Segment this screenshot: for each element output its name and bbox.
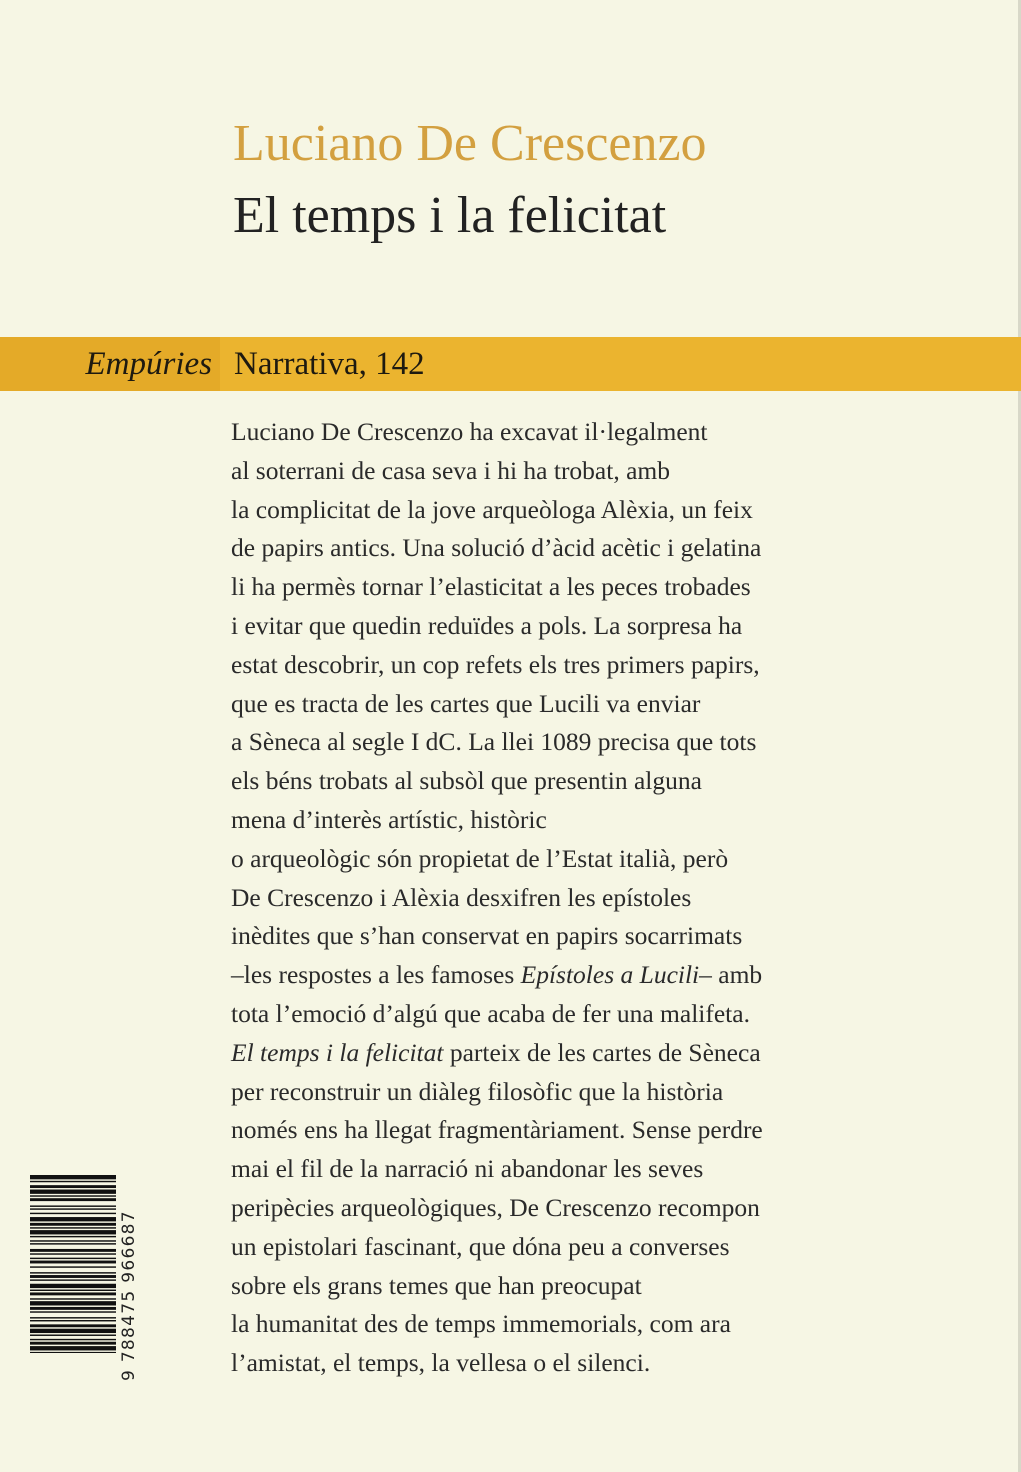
collection-label: Narrativa, 142 [234, 346, 425, 382]
blurb-line [231, 685, 871, 724]
blurb-line [231, 1305, 871, 1344]
blurb-text-segment: Luciano De Crescenzo ha excavat il·legalment [231, 417, 708, 446]
blurb-line [231, 995, 871, 1034]
barcode-bar [30, 1346, 116, 1350]
blurb-text-segment: mena d’interès artístic, històric [231, 804, 547, 834]
barcode-bar [30, 1307, 116, 1310]
barcode-bar [30, 1284, 116, 1288]
blurb-line [231, 917, 871, 956]
author-name: Luciano De Crescenzo [233, 115, 707, 172]
blurb-text-segment: la complicitat de la jove arqueòloga Alèxia, un feix [231, 494, 753, 524]
blurb-text-segment: per reconstruir un diàleg filosòfic que la història [231, 1076, 724, 1106]
blurb-text-segment: – amb [699, 960, 763, 990]
barcode-bar [30, 1185, 116, 1188]
barcode-bar [30, 1230, 116, 1234]
barcode-bar [30, 1298, 116, 1299]
barcode-bar [30, 1275, 116, 1278]
blurb-text-segment: sobre els grans temes que han preocupat [231, 1270, 642, 1300]
blurb-line [231, 568, 871, 607]
barcode-bar [30, 1272, 116, 1273]
barcode-bar [30, 1320, 116, 1321]
barcode-bar [30, 1243, 116, 1244]
blurb-line [231, 1034, 871, 1073]
barcode-bars [30, 1175, 116, 1353]
barcode-bar [30, 1236, 116, 1237]
barcode-digits: 9 788475 966687 [119, 1210, 139, 1381]
blurb-line [231, 1150, 871, 1189]
blurb-line [231, 1073, 871, 1112]
blurb-text-segment: només ens ha llegat fragmentàriament. Sense perdre [231, 1115, 763, 1145]
blurb-text-segment: –les respostes a les famoses [231, 960, 521, 990]
blurb-text-segment: i evitar que quedin reduïdes a pols. La sorpresa ha [231, 610, 743, 640]
blurb-italic-text: Epístoles a Lucili [520, 960, 700, 990]
blurb-line [231, 1228, 871, 1267]
barcode-bar [30, 1261, 116, 1264]
blurb-line [231, 762, 871, 801]
barcode-bar [30, 1253, 116, 1254]
barcode-bar [30, 1311, 116, 1312]
barcode-bar [30, 1292, 116, 1295]
barcode-bar [30, 1240, 116, 1241]
barcode-bar [30, 1329, 116, 1333]
barcode-bar [30, 1217, 116, 1221]
blurb-text-segment: a Sèneca al segle I dC. La llei 1089 precisa que tots [231, 727, 757, 757]
blurb-line [231, 723, 871, 762]
blurb-text-segment: la humanitat des de temps immemorials, com ara [231, 1309, 731, 1339]
blurb-line [231, 1267, 871, 1306]
blurb-line [231, 1111, 871, 1150]
blurb-text-segment: mai el fil de la narració ni abandonar les seves [231, 1154, 704, 1184]
blurb-text-segment: inèdites que s’han conservat en papirs socarrimats [231, 921, 743, 951]
blurb-text-segment: que es tracta de les cartes que Lucili va enviar [231, 688, 701, 718]
barcode-bar [30, 1249, 116, 1252]
blurb-line [231, 801, 871, 840]
blurb-text-segment: estat descobrir, un cop refets els tres primers papirs, [231, 649, 760, 679]
blurb-text-segment: els béns trobats al subsòl que presentin alguna [231, 766, 702, 796]
barcode-bar [30, 1279, 116, 1280]
blurb-line [231, 413, 871, 452]
barcode-bar [30, 1352, 116, 1353]
blurb-text-segment: De Crescenzo i Alèxia desxifren les epístoles [231, 882, 692, 912]
blurb-text-segment: o arqueològic són propietat de l’Estat italià, però [231, 843, 729, 873]
blurb-italic-text: El temps i la felicitat [231, 1037, 444, 1067]
blurb-text-segment: l’amistat, el temps, la vellesa o el silenci. [231, 1348, 651, 1378]
blurb-line [231, 1189, 871, 1228]
barcode-bar [30, 1258, 116, 1259]
blurb-line [231, 452, 871, 491]
blurb-line [231, 491, 871, 530]
barcode-bar [30, 1223, 116, 1226]
blurb-text-segment: parteix de les cartes de Sèneca [443, 1037, 761, 1067]
blurb-line [231, 646, 871, 685]
barcode-bar [30, 1342, 116, 1345]
book-title: El temps i la felicitat [233, 187, 667, 244]
blurb-text-segment: tota l’emoció d’algú que acaba de fer una malifeta. [231, 998, 750, 1028]
barcode-bar [30, 1227, 116, 1228]
barcode-bar [30, 1324, 116, 1327]
barcode-bar [30, 1213, 116, 1214]
blurb-text-segment: peripècies arqueològiques, De Crescenzo recompon [231, 1192, 760, 1222]
blurb-text-segment: al soterrani de casa seva i hi ha trobat, amb [231, 455, 670, 485]
barcode-bar [30, 1290, 116, 1291]
blurb-text-segment: de papirs antics. Una solució d’àcid acètic i gelatina [231, 533, 762, 563]
barcode-bar [30, 1198, 116, 1201]
blurb-line [231, 529, 871, 568]
barcode-bar [30, 1335, 116, 1336]
barcode-bar [30, 1205, 116, 1206]
barcode-bar [30, 1317, 116, 1318]
blurb-text-segment: li ha permès tornar l’elasticitat a les peces trobades [231, 572, 751, 602]
barcode-bar [30, 1208, 116, 1209]
barcode-bar [30, 1266, 116, 1267]
barcode-bar [30, 1190, 116, 1194]
barcode-bar [30, 1301, 116, 1305]
blurb-line [231, 840, 871, 879]
collection-band [0, 337, 1021, 391]
barcode-bar [30, 1175, 116, 1179]
barcode-bar [30, 1339, 116, 1340]
blurb-text-segment: un epistolari fascinant, que dóna peu a converses [231, 1231, 730, 1261]
blurb-text [231, 413, 871, 1383]
barcode-bar [30, 1195, 116, 1196]
barcode-bar [30, 1181, 116, 1182]
blurb-line [231, 879, 871, 918]
blurb-line [231, 1344, 871, 1383]
barcode [30, 1175, 146, 1385]
blurb-line [231, 956, 871, 995]
publisher-name: Empúries [85, 346, 212, 382]
blurb-line [231, 607, 871, 646]
